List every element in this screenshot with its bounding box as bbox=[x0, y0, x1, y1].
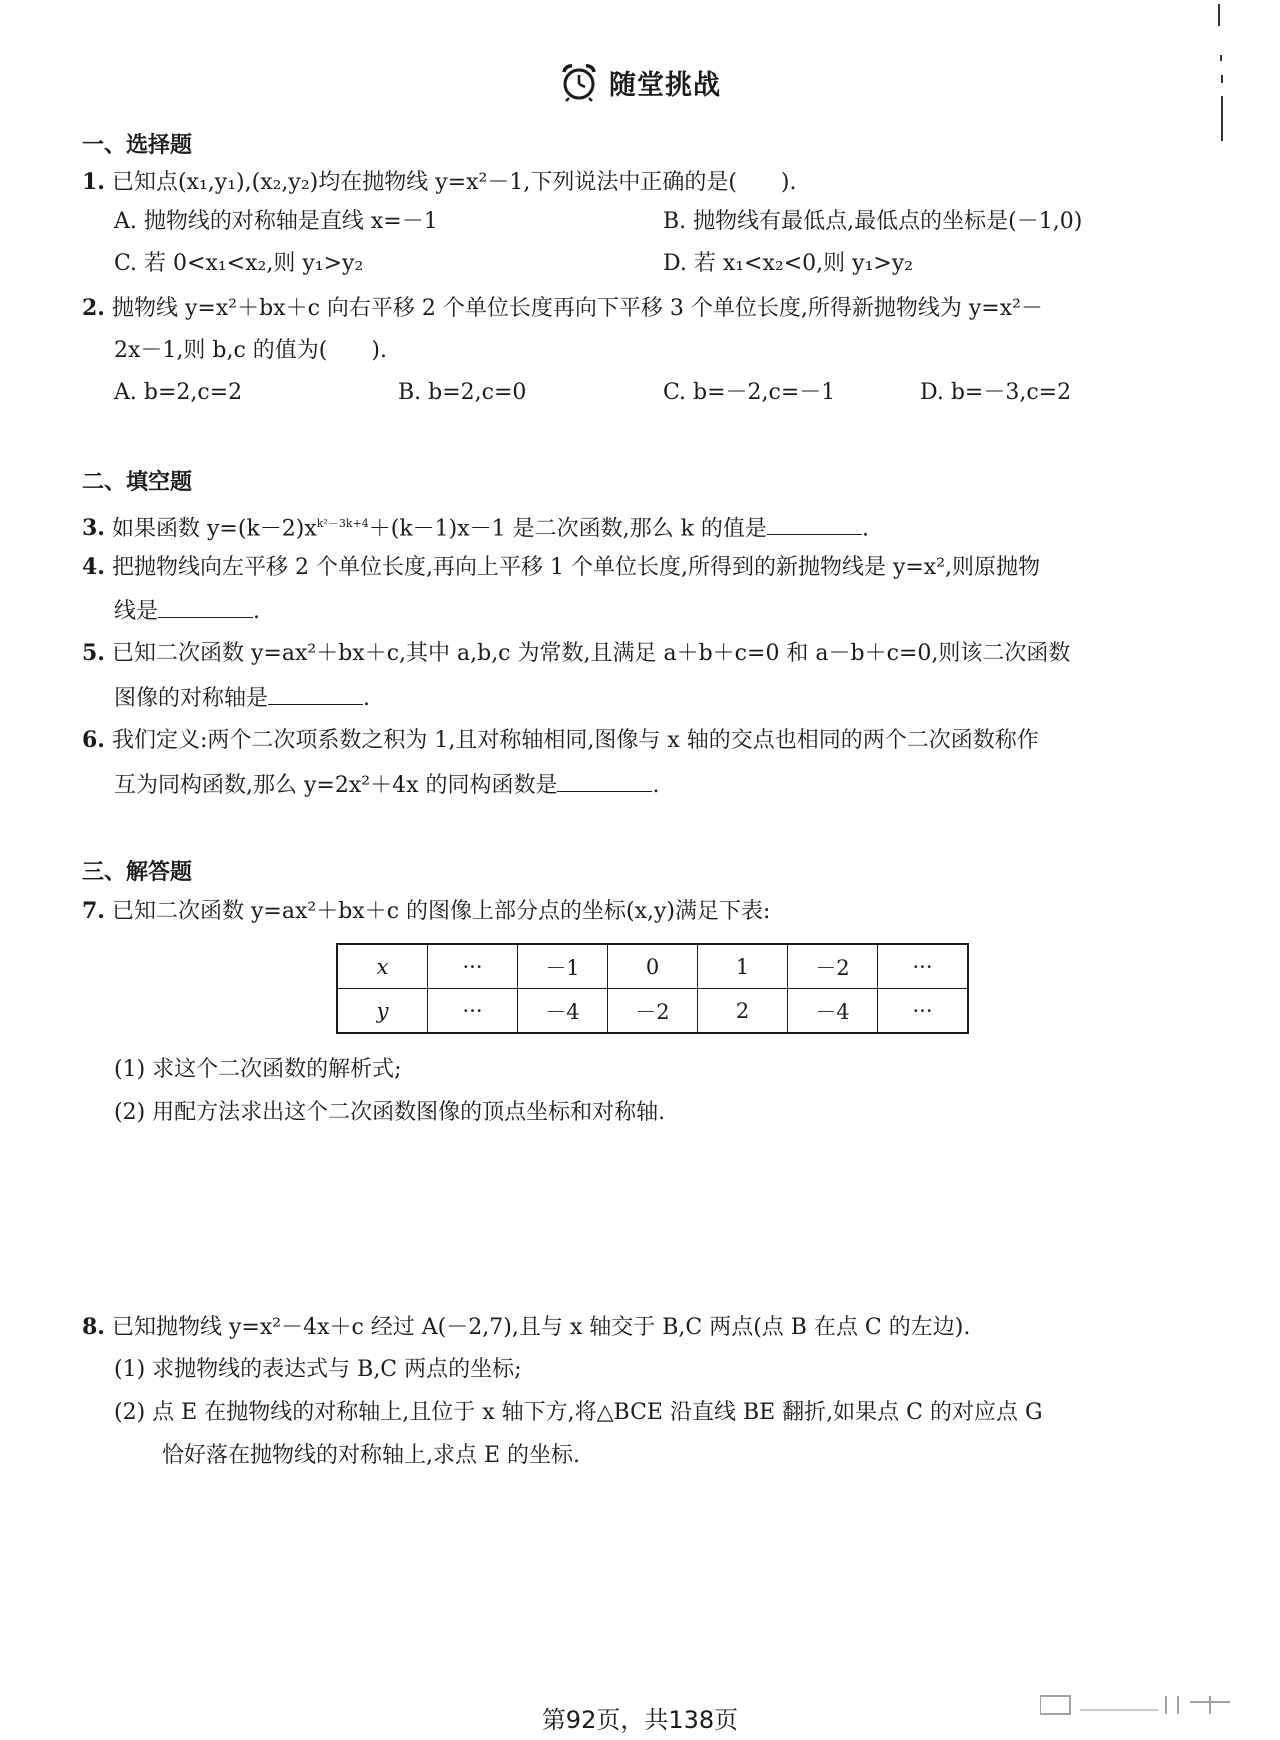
question-number: 1. bbox=[82, 169, 105, 195]
punctuation: . bbox=[363, 686, 371, 711]
title-bar bbox=[0, 62, 1280, 102]
question-text: 抛物线 y=x²＋bx＋c 向右平移 2 个单位长度再向下平移 3 个单位长度,所得新抛物线为 y=x²－ bbox=[112, 296, 1043, 321]
table-cell: －2 bbox=[788, 944, 878, 989]
page-footer: 第92页，共138页 bbox=[541, 1706, 739, 1734]
question-text: 已知抛物线 y=x²－4x＋c 经过 A(－2,7),且与 x 轴交于 B,C 两点(点 B 在点 C 的左边). bbox=[112, 1315, 971, 1340]
q8-part-2-line1: (2) 点 E 在抛物线的对称轴上,且位于 x 轴下方,将△BCE 沿直线 BE 翻折,如果点 C 的对应点 G bbox=[114, 1400, 1043, 1425]
table-cell: 0 bbox=[608, 944, 698, 989]
table-cell: 1 bbox=[698, 944, 788, 989]
section-heading-choice: 一、选择题 bbox=[82, 133, 193, 158]
punctuation: . bbox=[861, 516, 869, 542]
section-heading-solve: 三、解答题 bbox=[82, 860, 193, 885]
question-8-stem bbox=[82, 1313, 970, 1342]
page-title: 随堂挑战 bbox=[609, 69, 721, 101]
exponent: k²－3k+4 bbox=[316, 517, 369, 530]
answer-blank[interactable] bbox=[767, 512, 862, 535]
xy-value-table bbox=[336, 943, 969, 1034]
table-cell: ··· bbox=[428, 944, 518, 989]
question-4-line1 bbox=[82, 553, 1040, 582]
table-cell: －2 bbox=[608, 989, 698, 1034]
question-text: 如果函数 y=(k－2)x bbox=[112, 516, 317, 542]
question-number: 4. bbox=[82, 554, 105, 580]
question-7-stem bbox=[82, 897, 770, 926]
question-number: 2. bbox=[82, 295, 105, 321]
scan-edge-mark bbox=[1218, 4, 1220, 26]
q1-option-d: D. 若 x₁<x₂<0,则 y₁>y₂ bbox=[663, 251, 914, 276]
question-5-line2 bbox=[114, 682, 370, 713]
q7-part-2: (2) 用配方法求出这个二次函数图像的顶点坐标和对称轴. bbox=[114, 1100, 666, 1125]
question-text: ＋(k－1)x－1 是二次函数,那么 k 的值是 bbox=[368, 516, 767, 542]
question-text: 线是 bbox=[114, 599, 159, 624]
question-number: 8. bbox=[82, 1314, 105, 1340]
question-2-line1 bbox=[82, 294, 1043, 323]
q2-option-c: C. b=－2,c=－1 bbox=[663, 380, 836, 405]
question-number: 3. bbox=[82, 515, 105, 542]
question-text: 图像的对称轴是 bbox=[114, 686, 269, 711]
q7-part-1: (1) 求这个二次函数的解析式; bbox=[114, 1057, 402, 1082]
scan-edge-mark bbox=[1220, 55, 1222, 61]
answer-blank[interactable] bbox=[158, 595, 253, 618]
question-text: 我们定义:两个二次项系数之积为 1,且对称轴相同,图像与 x 轴的交点也相同的两个二次函数称作 bbox=[112, 728, 1039, 753]
question-number: 7. bbox=[82, 898, 105, 924]
question-5-line1 bbox=[82, 639, 1070, 668]
q1-option-b: B. 抛物线有最低点,最低点的坐标是(－1,0) bbox=[663, 209, 1083, 234]
question-number: 6. bbox=[82, 727, 105, 753]
question-6-line2 bbox=[114, 769, 659, 800]
question-6-line1 bbox=[82, 726, 1039, 755]
table-cell: －1 bbox=[518, 944, 608, 989]
q8-part-2-line2: 恰好落在抛物线的对称轴上,求点 E 的坐标. bbox=[162, 1443, 581, 1468]
q1-option-c: C. 若 0<x₁<x₂,则 y₁>y₂ bbox=[114, 251, 364, 276]
table-row-y bbox=[337, 989, 968, 1034]
question-text: 已知点(x₁,y₁),(x₂,y₂)均在抛物线 y=x²－1,下列说法中正确的是( ). bbox=[112, 170, 797, 195]
table-row-x bbox=[337, 944, 968, 989]
q2-option-b: B. b=2,c=0 bbox=[398, 380, 527, 405]
q1-option-a: A. 抛物线的对称轴是直线 x=－1 bbox=[114, 209, 438, 234]
q2-option-a: A. b=2,c=2 bbox=[114, 380, 243, 405]
question-number: 5. bbox=[82, 640, 105, 666]
question-text: 把抛物线向左平移 2 个单位长度,再向上平移 1 个单位长度,所得到的新抛物线是 y=x²,则原抛物 bbox=[112, 555, 1041, 580]
question-2-line2: 2x－1,则 b,c 的值为( ). bbox=[114, 338, 387, 363]
question-text: 已知二次函数 y=ax²＋bx＋c 的图像上部分点的坐标(x,y)满足下表: bbox=[112, 899, 771, 924]
table-cell: －4 bbox=[518, 989, 608, 1034]
q8-part-1: (1) 求抛物线的表达式与 B,C 两点的坐标; bbox=[114, 1357, 522, 1382]
table-cell: y bbox=[337, 989, 428, 1034]
q2-option-d: D. b=－3,c=2 bbox=[920, 380, 1072, 405]
question-text: 已知二次函数 y=ax²＋bx＋c,其中 a,b,c 为常数,且满足 a＋b＋c=0 和 a－b＋c=0,则该二次函数 bbox=[112, 641, 1071, 666]
question-3 bbox=[82, 510, 869, 543]
table-cell: 2 bbox=[698, 989, 788, 1034]
question-text: 互为同构函数,那么 y=2x²＋4x 的同构函数是 bbox=[114, 773, 558, 798]
table-cell: ··· bbox=[428, 989, 518, 1034]
section-heading-fill: 二、填空题 bbox=[82, 470, 193, 495]
punctuation: . bbox=[253, 599, 261, 624]
question-4-line2 bbox=[114, 595, 260, 626]
table-cell: －4 bbox=[788, 989, 878, 1034]
punctuation: . bbox=[652, 773, 660, 798]
table-cell: ··· bbox=[878, 989, 969, 1034]
table-cell: ··· bbox=[878, 944, 969, 989]
alarm-clock-icon bbox=[559, 62, 599, 102]
answer-blank[interactable] bbox=[268, 682, 363, 705]
scan-edge-mark bbox=[1221, 96, 1223, 141]
question-1-stem bbox=[82, 168, 797, 197]
answer-blank[interactable] bbox=[557, 769, 652, 792]
table-cell: x bbox=[337, 944, 428, 989]
